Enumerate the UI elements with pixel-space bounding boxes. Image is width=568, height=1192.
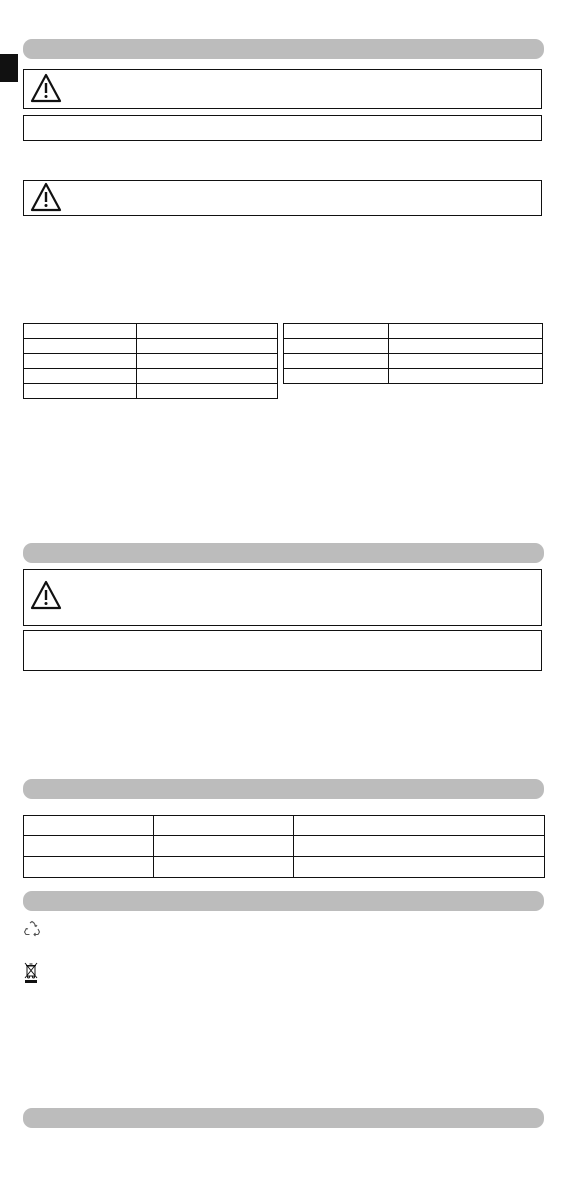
language-tab (0, 54, 18, 82)
table-row (24, 384, 278, 399)
table-cell (389, 339, 543, 354)
table-row (24, 816, 545, 836)
warning-box (23, 180, 542, 216)
table-cell (137, 384, 278, 399)
table-cell (154, 836, 294, 857)
table-row (24, 324, 278, 339)
table-cell (24, 384, 137, 399)
table-row (24, 836, 545, 857)
recycle-icon (23, 920, 41, 938)
table-cell (284, 354, 389, 369)
warning-box (23, 69, 542, 109)
warning-box (23, 569, 542, 626)
table-cell (24, 836, 154, 857)
table-cell (284, 324, 389, 339)
table-cell (24, 339, 137, 354)
table-cell (137, 354, 278, 369)
table-row (24, 354, 278, 369)
section-heading-bar (23, 543, 544, 563)
section-heading-bar (23, 891, 544, 911)
section-heading-bar (23, 39, 544, 59)
table-cell (284, 339, 389, 354)
table-row (284, 369, 543, 384)
note-box (23, 115, 542, 141)
table-cell (24, 369, 137, 384)
table-cell (137, 369, 278, 384)
warning-triangle-icon (30, 73, 62, 103)
table-row (24, 857, 545, 878)
table-cell (294, 857, 545, 878)
crossed-out-bin-icon (24, 962, 38, 984)
table-cell (389, 324, 543, 339)
table-cell (137, 339, 278, 354)
table-row (284, 339, 543, 354)
warning-triangle-icon (30, 580, 62, 610)
table-row (284, 354, 543, 369)
table-cell (154, 816, 294, 836)
table-row (284, 324, 543, 339)
table-cell (24, 354, 137, 369)
spec-table-right (283, 323, 543, 384)
table-cell (284, 369, 389, 384)
warning-triangle-icon (30, 182, 62, 212)
table-cell (389, 369, 543, 384)
note-box (23, 630, 542, 671)
table-cell (294, 836, 545, 857)
table-cell (137, 324, 278, 339)
table-cell (154, 857, 294, 878)
section-heading-bar (23, 779, 544, 799)
table-cell (24, 324, 137, 339)
table-cell (389, 354, 543, 369)
section-heading-bar (23, 1108, 544, 1128)
table-row (24, 369, 278, 384)
table-row (24, 339, 278, 354)
table-cell (294, 816, 545, 836)
accessory-table (23, 815, 545, 878)
table-cell (24, 857, 154, 878)
table-cell (24, 816, 154, 836)
spec-table-left (23, 323, 278, 399)
